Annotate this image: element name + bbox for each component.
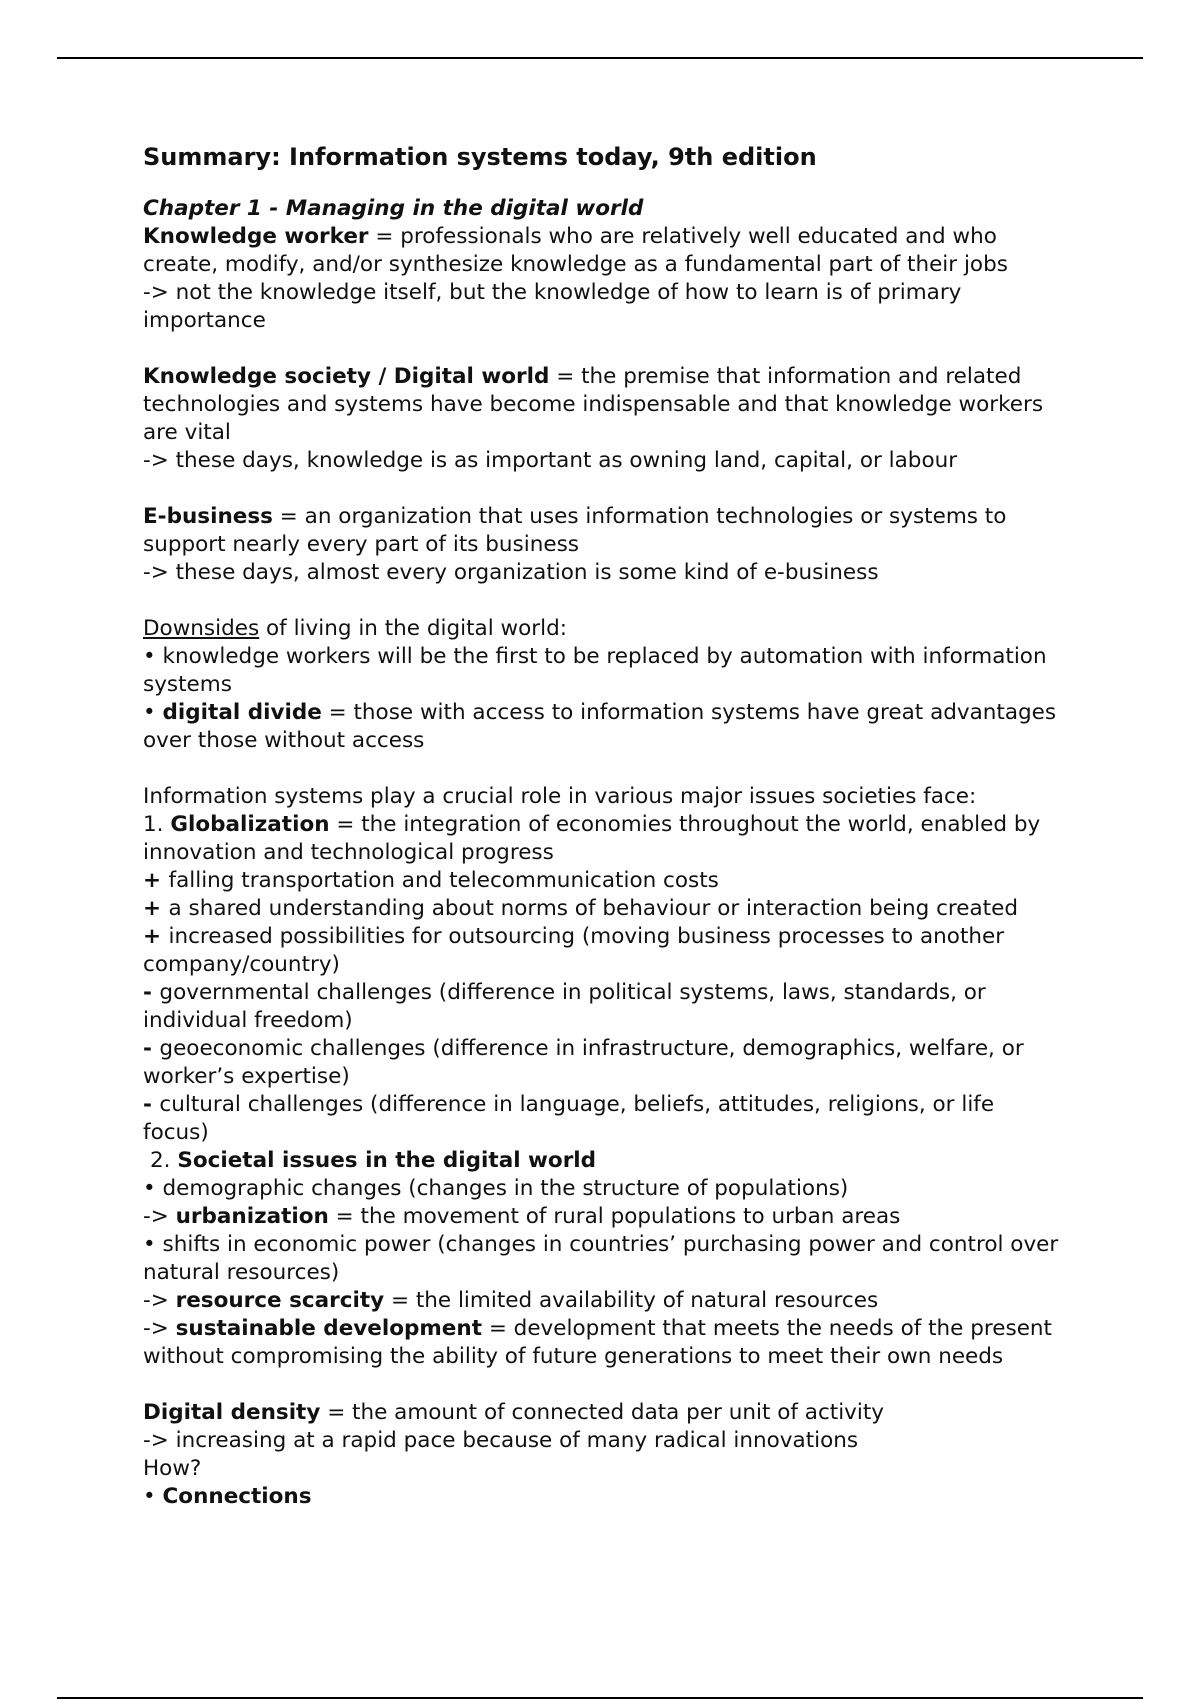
text-line <box>143 279 1063 335</box>
text-line <box>143 615 1063 643</box>
defined-term: Knowledge worker <box>143 224 369 249</box>
defined-term: Globalization <box>170 812 330 837</box>
line-text: Information systems play a crucial role in various major issues societies face: <box>143 784 977 809</box>
text-line <box>143 503 1063 559</box>
defined-term: Societal issues in the digital world <box>177 1148 597 1173</box>
chapter-title: Chapter 1 - Managing in the digital world <box>143 196 644 221</box>
line-prefix: - <box>143 1036 160 1061</box>
line-prefix: - <box>143 1092 160 1117</box>
line-text: -> increasing at a rapid pace because of many radical innovations <box>143 1428 859 1453</box>
line-prefix: 2. <box>150 1148 178 1173</box>
text-line <box>143 1427 1063 1455</box>
defined-term: Connections <box>162 1484 312 1509</box>
text-line <box>143 363 1063 447</box>
line-text: = the limited availability of natural resources <box>384 1288 879 1313</box>
defined-term: E-business <box>143 504 273 529</box>
line-text: = professionals who are relatively well educated and who create, modify, and/or synthesize knowledge as a fundamental part of their jobs <box>143 224 1008 277</box>
text-line <box>143 699 1063 755</box>
text-line <box>143 1483 1063 1511</box>
content-block <box>143 363 1063 475</box>
line-prefix: + <box>143 896 169 921</box>
text-line <box>143 867 1063 895</box>
text-line <box>143 559 1063 587</box>
text-line <box>143 783 1063 811</box>
line-prefix: • <box>143 1176 163 1201</box>
line-prefix: 1. <box>143 812 171 837</box>
line-text: geoeconomic challenges (difference in infrastructure, demographics, welfare, or worker’s expertise) <box>143 1036 1024 1089</box>
paragraph-gap <box>143 1371 1063 1399</box>
line-prefix: + <box>143 924 169 949</box>
defined-term: urbanization <box>175 1204 329 1229</box>
content-block <box>143 503 1063 587</box>
defined-term: Knowledge society / Digital world <box>143 364 550 389</box>
text-line <box>143 895 1063 923</box>
paragraph-gap <box>143 755 1063 783</box>
line-text: = an organization that uses information technologies or systems to support nearly every part of its business <box>143 504 1007 557</box>
line-text: shifts in economic power (changes in countries’ purchasing power and control over natural resources) <box>143 1232 1059 1285</box>
line-text: increased possibilities for outsourcing (moving business processes to another company/country) <box>143 924 1005 977</box>
line-prefix: + <box>143 868 169 893</box>
text-line <box>143 1203 1063 1231</box>
defined-term: Digital density <box>143 1400 321 1425</box>
content-block <box>143 1399 1063 1511</box>
line-text: = the premise that information and related technologies and systems have become indispensable and that knowledge workers are vital <box>143 364 1044 445</box>
line-prefix: • <box>143 1232 163 1257</box>
text-line <box>143 1399 1063 1427</box>
line-text: = those with access to information systems have great advantages over those without access <box>143 700 1057 753</box>
paragraph-gap <box>143 475 1063 503</box>
document-body <box>143 141 1063 1511</box>
line-text: = the movement of rural populations to urban areas <box>328 1204 901 1229</box>
document-title: Summary: Information systems today, 9th edition <box>143 143 817 171</box>
line-prefix: • <box>143 644 163 669</box>
text-line <box>143 923 1063 979</box>
text-line <box>143 1147 1063 1175</box>
content-block <box>143 223 1063 335</box>
line-text: -> not the knowledge itself, but the knowledge of how to learn is of primary importance <box>143 280 962 333</box>
paragraph-gap <box>143 335 1063 363</box>
line-text: = development that meets the needs of the present without compromising the ability of future generations to meet their own needs <box>143 1316 1052 1369</box>
text-line <box>143 1287 1063 1315</box>
line-text: cultural challenges (difference in language, beliefs, attitudes, religions, or life focus) <box>143 1092 995 1145</box>
text-line <box>143 1315 1063 1371</box>
footer-rule <box>57 1697 1143 1699</box>
text-line <box>143 979 1063 1035</box>
header-rule <box>57 57 1143 59</box>
line-text: -> these days, almost every organization is some kind of e-business <box>143 560 879 585</box>
text-line <box>143 1231 1063 1287</box>
line-prefix: - <box>143 980 160 1005</box>
text-line <box>143 447 1063 475</box>
line-text: demographic changes (changes in the structure of populations) <box>162 1176 849 1201</box>
line-text: governmental challenges (difference in political systems, laws, standards, or individual freedom) <box>143 980 986 1033</box>
text-line <box>143 1175 1063 1203</box>
defined-term: sustainable development <box>175 1316 482 1341</box>
line-prefix: -> <box>143 1316 176 1341</box>
line-text: -> these days, knowledge is as important as owning land, capital, or labour <box>143 448 958 473</box>
text-line <box>143 1035 1063 1091</box>
content-block <box>143 783 1063 1371</box>
content-block <box>143 615 1063 755</box>
text-line <box>143 1455 1063 1483</box>
line-text: a shared understanding about norms of behaviour or interaction being created <box>168 896 1018 921</box>
line-text: knowledge workers will be the first to be replaced by automation with information systems <box>143 644 1047 697</box>
line-text: = the amount of connected data per unit of activity <box>320 1400 885 1425</box>
underlined-term: Downsides <box>143 616 260 641</box>
content-blocks <box>143 223 1063 1511</box>
text-line <box>143 811 1063 867</box>
line-prefix: • <box>143 1484 163 1509</box>
text-line <box>143 643 1063 699</box>
line-text: = the integration of economies throughout the world, enabled by innovation and technological progress <box>143 812 1041 865</box>
text-line <box>143 1091 1063 1147</box>
line-prefix: -> <box>143 1204 176 1229</box>
line-prefix: -> <box>143 1288 176 1313</box>
line-text: falling transportation and telecommunication costs <box>168 868 719 893</box>
line-text: of living in the digital world: <box>259 616 567 641</box>
line-text: How? <box>143 1456 202 1481</box>
defined-term: digital divide <box>162 700 322 725</box>
paragraph-gap <box>143 587 1063 615</box>
defined-term: resource scarcity <box>175 1288 385 1313</box>
text-line <box>143 223 1063 279</box>
line-prefix: • <box>143 700 163 725</box>
